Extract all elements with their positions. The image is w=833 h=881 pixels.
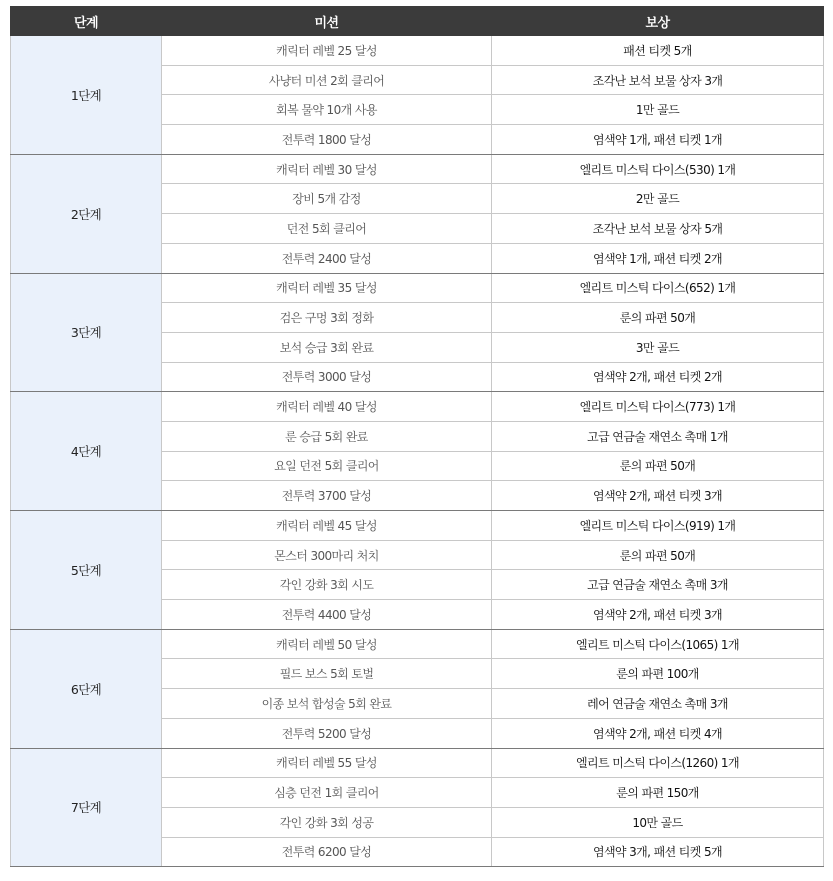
reward-cell: 2만 골드 xyxy=(492,184,824,214)
mission-cell: 각인 강화 3회 시도 xyxy=(162,570,492,600)
stage-label-cell: 5단계 xyxy=(11,511,162,630)
stage-label-cell: 6단계 xyxy=(11,629,162,748)
reward-cell: 조각난 보석 보물 상자 3개 xyxy=(492,65,824,95)
reward-cell: 엘리트 미스틱 다이스(1065) 1개 xyxy=(492,629,824,659)
reward-cell: 엘리트 미스틱 다이스(773) 1개 xyxy=(492,392,824,422)
table-row xyxy=(11,748,824,778)
mission-cell: 캐릭터 레벨 35 달성 xyxy=(162,273,492,303)
mission-cell: 회복 물약 10개 사용 xyxy=(162,95,492,125)
reward-cell: 조각난 보석 보물 상자 5개 xyxy=(492,214,824,244)
mission-cell: 전투력 2400 달성 xyxy=(162,243,492,273)
mission-cell: 검은 구멍 3회 정화 xyxy=(162,303,492,333)
mission-cell: 전투력 5200 달성 xyxy=(162,718,492,748)
mission-cell: 캐릭터 레벨 25 달성 xyxy=(162,36,492,66)
reward-cell: 염색약 2개, 패션 티켓 2개 xyxy=(492,362,824,392)
stage-label-cell: 1단계 xyxy=(11,36,162,155)
mission-cell: 보석 승급 3회 완료 xyxy=(162,332,492,362)
stage-label-cell: 3단계 xyxy=(11,273,162,392)
mission-cell: 몬스터 300마리 처치 xyxy=(162,540,492,570)
table-row xyxy=(11,154,824,184)
reward-cell: 룬의 파편 50개 xyxy=(492,303,824,333)
mission-reward-table xyxy=(10,6,824,867)
mission-cell: 전투력 3700 달성 xyxy=(162,481,492,511)
header-reward: 보상 xyxy=(492,7,824,36)
mission-cell: 캐릭터 레벨 55 달성 xyxy=(162,748,492,778)
reward-cell: 고급 연금술 재연소 촉매 1개 xyxy=(492,421,824,451)
reward-cell: 염색약 2개, 패션 티켓 4개 xyxy=(492,718,824,748)
mission-cell: 필드 보스 5회 토벌 xyxy=(162,659,492,689)
reward-cell: 염색약 2개, 패션 티켓 3개 xyxy=(492,481,824,511)
reward-cell: 엘리트 미스틱 다이스(919) 1개 xyxy=(492,511,824,541)
stage-label-cell: 2단계 xyxy=(11,154,162,273)
table-row xyxy=(11,36,824,66)
mission-cell: 장비 5개 감정 xyxy=(162,184,492,214)
mission-cell: 전투력 3000 달성 xyxy=(162,362,492,392)
reward-cell: 룬의 파편 50개 xyxy=(492,451,824,481)
reward-cell: 염색약 3개, 패션 티켓 5개 xyxy=(492,837,824,867)
reward-cell: 룬의 파편 150개 xyxy=(492,778,824,808)
header-mission: 미션 xyxy=(162,7,492,36)
reward-cell: 고급 연금술 재연소 촉매 3개 xyxy=(492,570,824,600)
reward-cell: 1만 골드 xyxy=(492,95,824,125)
table-body xyxy=(11,36,824,867)
mission-cell: 룬 승급 5회 완료 xyxy=(162,421,492,451)
reward-cell: 엘리트 미스틱 다이스(1260) 1개 xyxy=(492,748,824,778)
reward-cell: 레어 연금술 재연소 촉매 3개 xyxy=(492,689,824,719)
mission-cell: 각인 강화 3회 성공 xyxy=(162,807,492,837)
table-row xyxy=(11,273,824,303)
mission-cell: 캐릭터 레벨 50 달성 xyxy=(162,629,492,659)
reward-cell: 3만 골드 xyxy=(492,332,824,362)
mission-cell: 이종 보석 합성술 5회 완료 xyxy=(162,689,492,719)
header-stage: 단계 xyxy=(11,7,162,36)
table-row xyxy=(11,392,824,422)
mission-cell: 심층 던전 1회 클리어 xyxy=(162,778,492,808)
mission-cell: 사냥터 미션 2회 클리어 xyxy=(162,65,492,95)
reward-cell: 10만 골드 xyxy=(492,807,824,837)
table-row xyxy=(11,629,824,659)
mission-cell: 전투력 4400 달성 xyxy=(162,600,492,630)
reward-cell: 엘리트 미스틱 다이스(530) 1개 xyxy=(492,154,824,184)
mission-cell: 전투력 1800 달성 xyxy=(162,125,492,155)
reward-cell: 패션 티켓 5개 xyxy=(492,36,824,66)
reward-cell: 염색약 2개, 패션 티켓 3개 xyxy=(492,600,824,630)
mission-cell: 던전 5회 클리어 xyxy=(162,214,492,244)
reward-cell: 룬의 파편 50개 xyxy=(492,540,824,570)
mission-reward-table-container xyxy=(10,6,823,867)
mission-cell: 캐릭터 레벨 30 달성 xyxy=(162,154,492,184)
stage-label-cell: 4단계 xyxy=(11,392,162,511)
reward-cell: 룬의 파편 100개 xyxy=(492,659,824,689)
stage-label-cell: 7단계 xyxy=(11,748,162,867)
mission-cell: 캐릭터 레벨 45 달성 xyxy=(162,511,492,541)
mission-cell: 캐릭터 레벨 40 달성 xyxy=(162,392,492,422)
table-row xyxy=(11,511,824,541)
reward-cell: 염색약 1개, 패션 티켓 2개 xyxy=(492,243,824,273)
reward-cell: 염색약 1개, 패션 티켓 1개 xyxy=(492,125,824,155)
mission-cell: 전투력 6200 달성 xyxy=(162,837,492,867)
mission-cell: 요일 던전 5회 클리어 xyxy=(162,451,492,481)
table-header-row xyxy=(11,7,824,36)
reward-cell: 엘리트 미스틱 다이스(652) 1개 xyxy=(492,273,824,303)
